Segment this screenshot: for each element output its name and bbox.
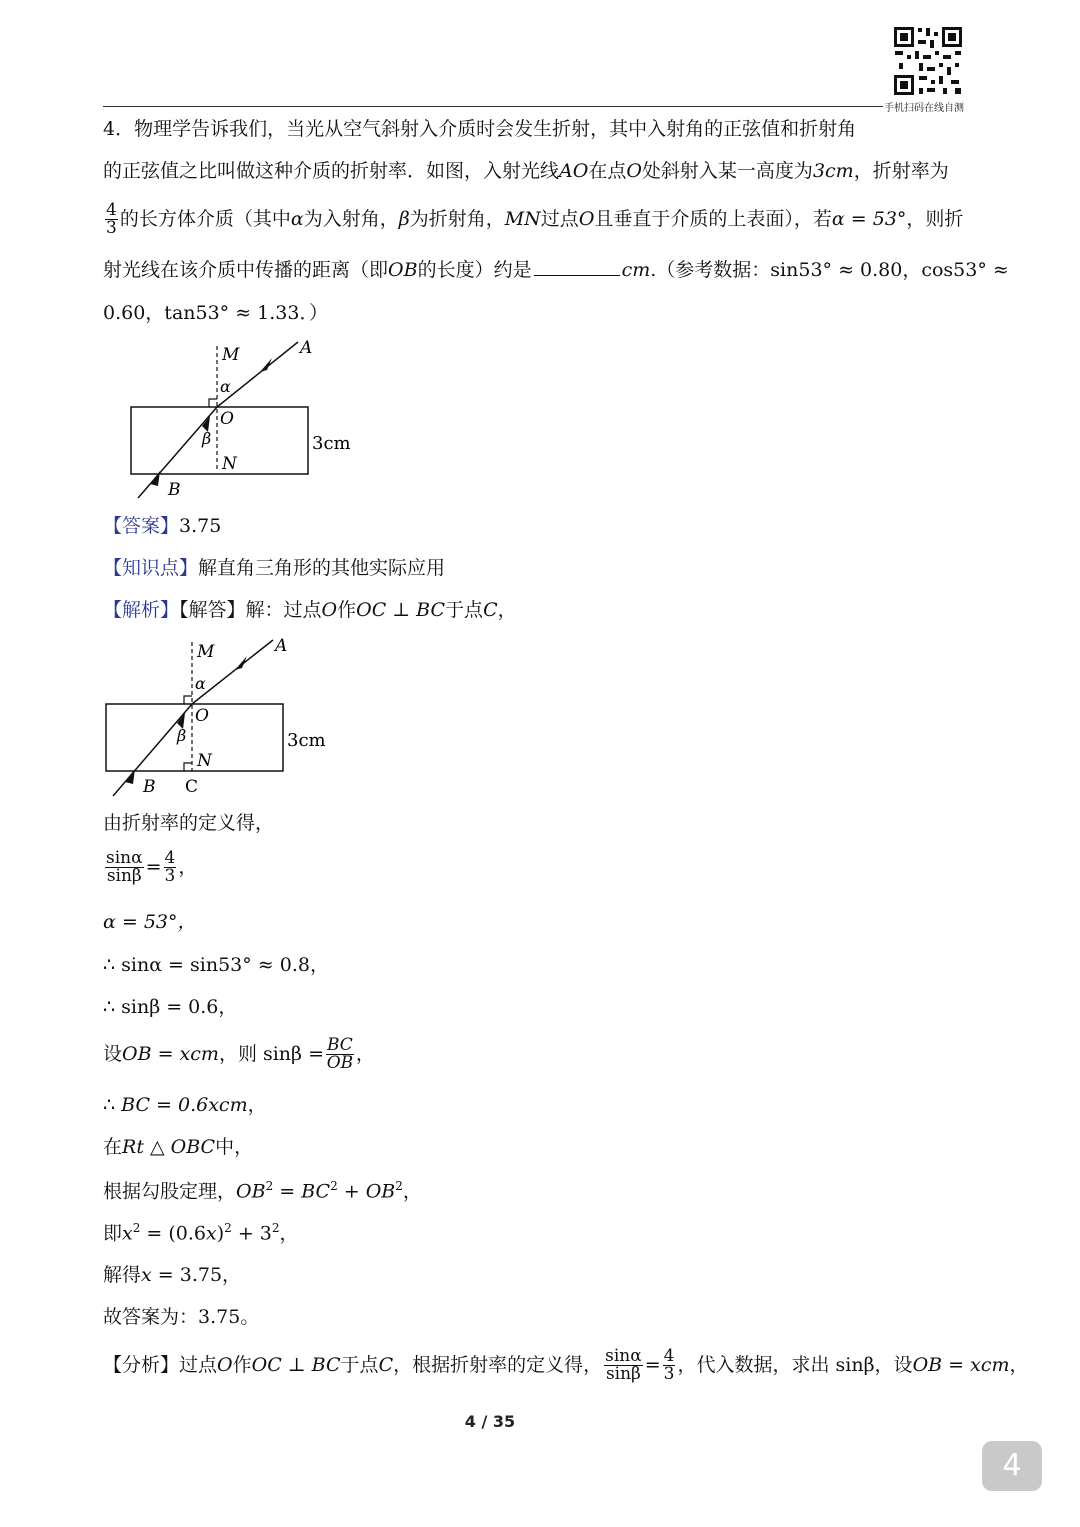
label-A: A — [275, 636, 288, 656]
solution-line-7: ∴ BC = 0.6xcm， — [103, 1094, 267, 1116]
label-C: C — [185, 777, 199, 797]
answer-blank[interactable] — [534, 275, 620, 276]
label-alpha: α — [195, 674, 206, 693]
solution-line-8: 在Rt △ OBC中， — [103, 1136, 254, 1158]
label-N: N — [222, 454, 237, 474]
label-N: N — [197, 751, 212, 771]
solution-line-11: 解得x = 3.75， — [103, 1264, 242, 1286]
qr-caption: 手机扫码在线自测 — [884, 103, 964, 114]
label-O: O — [195, 706, 209, 726]
solution-line-9: 根据勾股定理，$OB^2 = BC^2 + OB^2$， — [103, 1179, 422, 1203]
sin-ratio-fraction: $\frac{\sin\alpha}{\sin\beta}$ — [106, 848, 143, 886]
answer-line — [103, 515, 221, 538]
sin-ratio-fraction: $\frac{\sin\alpha}{\sin\beta}$ — [605, 1346, 642, 1384]
question-line-1: 4．物理学告诉我们，当光从空气斜射入介质时会发生折射，其中入射角的正弦值和折射角 — [103, 118, 857, 140]
knowledge-line: 【知识点】解直角三角形的其他实际应用 — [103, 557, 446, 579]
header-rule — [103, 106, 883, 107]
label-height: 3cm — [287, 730, 326, 751]
label-height: 3cm — [312, 433, 351, 454]
solution-line-2: $\frac{\sin\alpha}{\sin\beta}$ = $\frac{4}{3}$ ， — [106, 848, 198, 886]
question-line-3: $\frac{4}{3}$ 的长方体介质（其中α为入射角，β为折射角，MN过点O且垂直于介质的上表面），若α = 53°，则折 — [106, 200, 964, 238]
fenxi-line: 【分析】过点O作OC ⊥ BC于点C，根据折射率的定义得， $\frac{\sin\alpha}{\sin\beta}$ = $\frac{4}{3}$ ，代入数据，求出 sinβ，设OB = xcm， — [103, 1346, 1029, 1384]
label-beta: β — [177, 726, 187, 745]
solution-line-5: ∴ sinβ = 0.6， — [103, 996, 238, 1018]
refraction-diagram-2 — [95, 630, 355, 805]
bc-over-ob-fraction: $\frac{BC}{OB}$ — [326, 1035, 354, 1073]
refraction-diagram-1 — [120, 332, 380, 512]
solution-line-12: 故答案为：3.75。 — [103, 1306, 260, 1328]
label-beta: β — [202, 429, 212, 448]
qr-code-icon — [893, 26, 963, 96]
question-line-2: 的正弦值之比叫做这种介质的折射率．如图，入射光线AO在点O处斜射入某一高度为3cm，折射率为 — [103, 160, 949, 182]
analysis-tag: 【解析】 — [103, 599, 180, 621]
question-line-4: 射光线在该介质中传播的距离（即OB的长度）约是 cm.（参考数据：sin53° ≈ 0.80，cos53° ≈ — [103, 259, 1009, 281]
analysis-line: 【解析】【解答】解：过点O作OC ⊥ BC于点C， — [103, 599, 517, 621]
refraction-index-fraction: $\frac{4}{3}$ — [106, 200, 117, 238]
label-B: B — [168, 480, 181, 500]
label-O: O — [220, 409, 234, 429]
question-line-5: 0.60，tan53° ≈ 1.33．） — [103, 302, 328, 324]
label-alpha: α — [220, 377, 231, 396]
answer-value: 3.75 — [179, 515, 222, 537]
label-A: A — [300, 338, 313, 358]
label-B: B — [143, 777, 156, 797]
solution-line-3: α = 53°， — [103, 911, 197, 933]
solution-line-1: 由折射率的定义得， — [103, 812, 275, 834]
page-number: 4 / 35 — [464, 1412, 516, 1431]
label-M: M — [222, 345, 240, 365]
fenxi-tag: 【分析】 — [103, 1353, 180, 1376]
knowledge-tag: 【知识点】 — [103, 557, 199, 579]
four-thirds-fraction: $\frac{4}{3}$ — [663, 1346, 675, 1384]
solution-line-4: ∴ sinα = sin53° ≈ 0.8， — [103, 954, 329, 976]
four-thirds-fraction: $\frac{4}{3}$ — [164, 848, 176, 886]
solution-line-10: 即$x^2 = (0.6x)^2 + 3^2$， — [103, 1221, 299, 1245]
label-M: M — [197, 642, 215, 662]
page-badge[interactable]: 4 — [982, 1441, 1042, 1491]
solution-line-6: 设OB = xcm，则 sinβ = $\frac{BC}{OB}$ ， — [103, 1035, 375, 1073]
answer-tag: 【答案】 — [103, 515, 180, 537]
